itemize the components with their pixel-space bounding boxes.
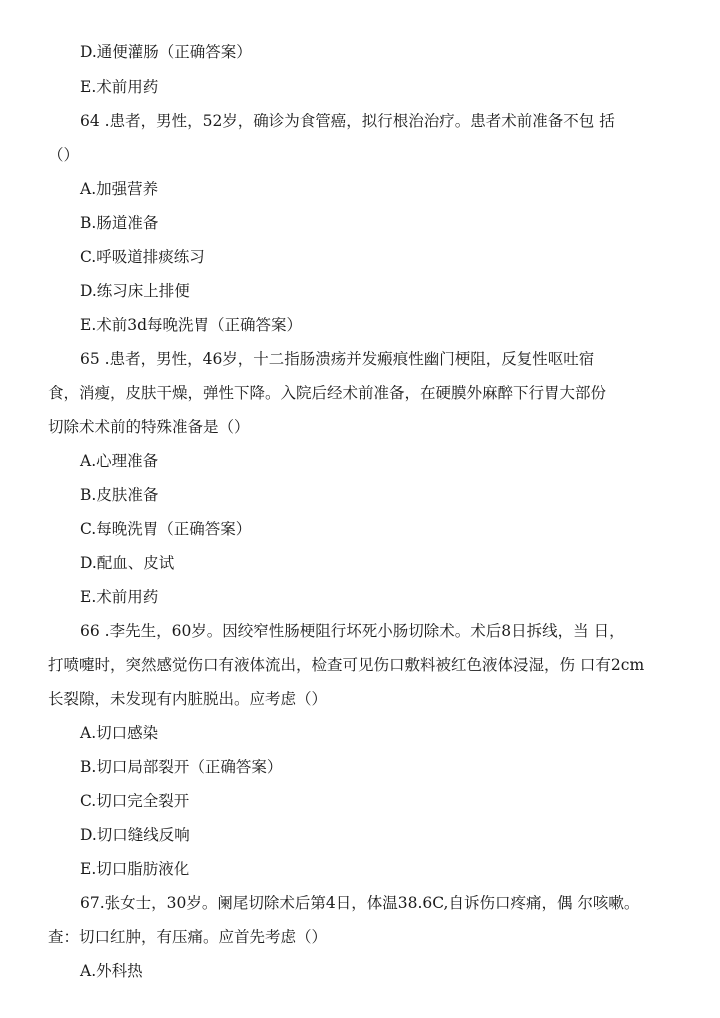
option-c: C.切口完全裂开	[80, 792, 190, 810]
option-e: E.术前用药	[80, 78, 159, 96]
question-64-stem-cont: （）	[48, 146, 80, 164]
option-a: A.加强营养	[80, 180, 159, 198]
question-66-stem-cont: 打喷嚏时，突然感觉伤口有液体流出，检查可见伤口敷料被红色液体浸湿，伤 口有2cm	[48, 656, 645, 674]
option-e: E.术前用药	[80, 588, 159, 606]
option-b: B.皮肤准备	[80, 486, 159, 504]
option-d: D.练习床上排便	[80, 282, 190, 300]
question-65-stem-cont: 切除术术前的特殊准备是（）	[48, 418, 250, 436]
option-b: B.肠道准备	[80, 214, 159, 232]
question-65-stem: 65 .患者，男性，46岁，十二指肠溃疡并发瘢痕性幽门梗阻，反复性呕吐宿	[80, 350, 595, 368]
question-66-stem: 66 .李先生，60岁。因绞窄性肠梗阻行坏死小肠切除术。术后8日拆线，当 日，	[80, 622, 625, 640]
question-67-stem-cont: 查：切口红肿，有压痛。应首先考虑（）	[48, 928, 328, 946]
option-b: B.切口局部裂开（正确答案）	[80, 758, 283, 776]
question-65-stem-cont: 食，消瘦，皮肤干燥，弹性下降。入院后经术前准备，在硬膜外麻醉下行胃大部份	[48, 384, 607, 402]
option-c: C.每晚洗胃（正确答案）	[80, 520, 252, 538]
option-a: A.切口感染	[80, 724, 159, 742]
option-c: C.呼吸道排痰练习	[80, 248, 205, 266]
question-66-stem-cont: 长裂隙，未发现有内脏脱出。应考虑（）	[48, 690, 328, 708]
option-a: A.心理准备	[80, 452, 159, 470]
option-e: E.切口脂肪液化	[80, 860, 190, 878]
option-d: D.通便灌肠（正确答案）	[80, 43, 252, 61]
option-a: A.外科热	[80, 962, 143, 980]
option-e: E.术前3d每晚洗胃（正确答案）	[80, 316, 303, 334]
question-64-stem: 64 .患者，男性，52岁，确诊为食管癌，拟行根治治疗。患者术前准备不包 括	[80, 112, 615, 130]
option-d: D.切口缝线反响	[80, 826, 190, 844]
option-d: D.配血、皮试	[80, 554, 175, 572]
question-67-stem: 67.张女士，30岁。阑尾切除术后第4日，体温38.6C,自诉伤口疼痛，偶 尔咳嗽。	[80, 894, 640, 912]
